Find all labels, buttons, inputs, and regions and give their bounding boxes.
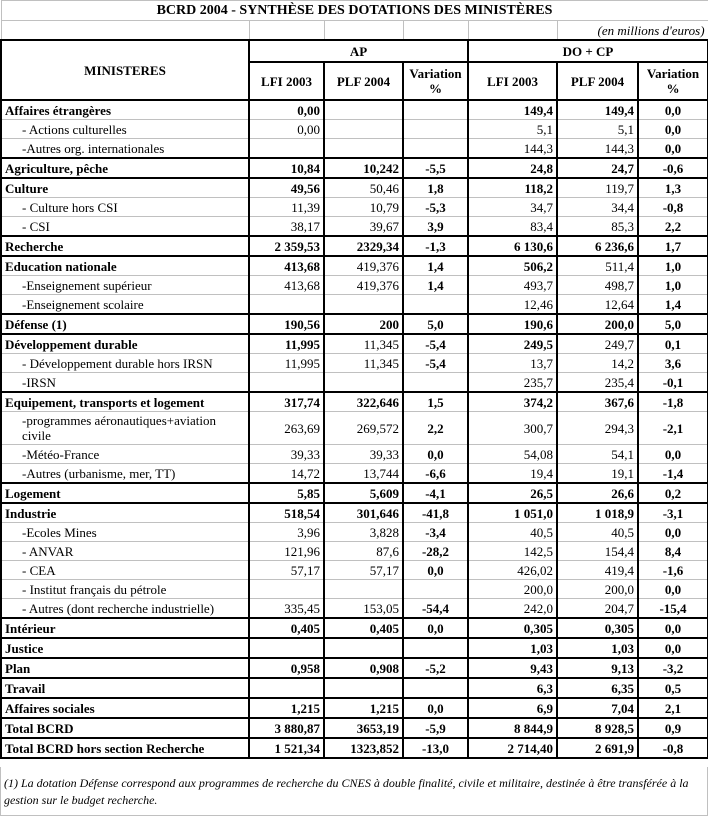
cell-ap-lfi: 39,33 <box>249 445 324 464</box>
cell-docp-lfi: 83,4 <box>468 217 557 237</box>
cell-ap-lfi: 0,00 <box>249 100 324 120</box>
table-row <box>1 100 708 120</box>
table-row <box>1 580 708 599</box>
cell-ap-lfi <box>249 295 324 315</box>
cell-docp-plf: 2 691,9 <box>557 738 638 758</box>
cell-ap-variation <box>403 295 468 315</box>
cell-docp-variation: 0,0 <box>638 523 708 542</box>
cell-ap-variation <box>403 120 468 139</box>
cell-docp-plf: 85,3 <box>557 217 638 237</box>
cell-ap-variation <box>403 100 468 120</box>
cell-ap-plf: 153,05 <box>324 599 403 619</box>
cell-ap-lfi: 121,96 <box>249 542 324 561</box>
row-label: - Développement durable hors IRSN <box>1 354 249 373</box>
cell-docp-lfi: 300,7 <box>468 412 557 445</box>
row-label: Travail <box>1 678 249 698</box>
header-ap-lfi: LFI 2003 <box>249 62 324 100</box>
cell-ap-lfi <box>249 139 324 159</box>
row-label: Affaires sociales <box>1 698 249 718</box>
table-row <box>1 373 708 393</box>
cell-docp-plf: 149,4 <box>557 100 638 120</box>
header-docp-lfi: LFI 2003 <box>468 62 557 100</box>
cell-ap-lfi: 3,96 <box>249 523 324 542</box>
cell-docp-lfi: 426,02 <box>468 561 557 580</box>
row-label: Intérieur <box>1 618 249 638</box>
header-ap-plf: PLF 2004 <box>324 62 403 100</box>
cell-docp-plf: 200,0 <box>557 314 638 334</box>
table-row <box>1 198 708 217</box>
cell-docp-variation: -0,8 <box>638 738 708 758</box>
cell-ap-variation: -1,3 <box>403 236 468 256</box>
table-row <box>1 412 708 445</box>
cell-docp-variation: 1,4 <box>638 295 708 315</box>
row-label: Développement durable <box>1 334 249 354</box>
cell-docp-variation: 0,0 <box>638 618 708 638</box>
cell-ap-variation: -5,9 <box>403 718 468 738</box>
cell-ap-plf: 0,908 <box>324 658 403 678</box>
cell-ap-variation: -6,6 <box>403 464 468 484</box>
table-row <box>1 658 708 678</box>
cell-docp-plf: 249,7 <box>557 334 638 354</box>
cell-ap-lfi: 335,45 <box>249 599 324 619</box>
cell-docp-lfi: 26,5 <box>468 483 557 503</box>
cell-ap-plf: 11,345 <box>324 334 403 354</box>
cell-ap-lfi: 5,85 <box>249 483 324 503</box>
cell-docp-plf: 6 236,6 <box>557 236 638 256</box>
cell-ap-variation: 0,0 <box>403 561 468 580</box>
cell-docp-lfi: 54,08 <box>468 445 557 464</box>
cell-ap-variation: -5,4 <box>403 354 468 373</box>
cell-docp-lfi: 13,7 <box>468 354 557 373</box>
table-row <box>1 618 708 638</box>
cell-docp-variation: -1,8 <box>638 392 708 412</box>
cell-ap-lfi: 1 521,34 <box>249 738 324 758</box>
cell-docp-plf: 5,1 <box>557 120 638 139</box>
table-row <box>1 314 708 334</box>
cell-docp-variation: -1,6 <box>638 561 708 580</box>
cell-ap-lfi <box>249 678 324 698</box>
cell-ap-plf: 13,744 <box>324 464 403 484</box>
cell-ap-plf: 3,828 <box>324 523 403 542</box>
cell-ap-variation: -5,4 <box>403 334 468 354</box>
cell-ap-plf: 10,79 <box>324 198 403 217</box>
cell-ap-lfi: 413,68 <box>249 256 324 276</box>
cell-docp-lfi: 149,4 <box>468 100 557 120</box>
row-label: -programmes aéronautiques+aviation civile <box>1 412 249 445</box>
cell-ap-plf: 2329,34 <box>324 236 403 256</box>
cell-ap-lfi: 38,17 <box>249 217 324 237</box>
row-label: - Institut français du pétrole <box>1 580 249 599</box>
cell-ap-plf: 200 <box>324 314 403 334</box>
cell-ap-plf <box>324 295 403 315</box>
table-row <box>1 464 708 484</box>
cell-docp-lfi: 374,2 <box>468 392 557 412</box>
table-row <box>1 139 708 159</box>
cell-docp-lfi: 506,2 <box>468 256 557 276</box>
row-label: Total BCRD <box>1 718 249 738</box>
table-row <box>1 392 708 412</box>
cell-ap-plf <box>324 100 403 120</box>
cell-docp-variation: 0,0 <box>638 100 708 120</box>
cell-ap-plf: 1323,852 <box>324 738 403 758</box>
cell-ap-lfi: 1,215 <box>249 698 324 718</box>
cell-docp-lfi: 19,4 <box>468 464 557 484</box>
cell-ap-variation: -5,3 <box>403 198 468 217</box>
cell-docp-variation: 0,0 <box>638 139 708 159</box>
cell-docp-lfi: 6,9 <box>468 698 557 718</box>
table-row <box>1 542 708 561</box>
cell-docp-lfi: 34,7 <box>468 198 557 217</box>
row-label: -Enseignement scolaire <box>1 295 249 315</box>
cell-docp-lfi: 1 051,0 <box>468 503 557 523</box>
row-label: Affaires étrangères <box>1 100 249 120</box>
header-docp-variation: Variation % <box>638 62 708 100</box>
row-label: - Autres (dont recherche industrielle) <box>1 599 249 619</box>
cell-ap-plf: 11,345 <box>324 354 403 373</box>
cell-docp-plf: 294,3 <box>557 412 638 445</box>
cell-ap-variation: -4,1 <box>403 483 468 503</box>
table-row <box>1 698 708 718</box>
cell-docp-lfi: 144,3 <box>468 139 557 159</box>
cell-ap-plf <box>324 373 403 393</box>
cell-docp-lfi: 12,46 <box>468 295 557 315</box>
units-note: (en millions d'euros) <box>557 21 708 41</box>
cell-ap-variation: -5,2 <box>403 658 468 678</box>
cell-docp-lfi: 200,0 <box>468 580 557 599</box>
cell-ap-variation: 1,4 <box>403 276 468 295</box>
cell-ap-variation: 0,0 <box>403 618 468 638</box>
cell-docp-lfi: 24,8 <box>468 158 557 178</box>
cell-ap-lfi: 0,00 <box>249 120 324 139</box>
cell-ap-plf <box>324 638 403 658</box>
cell-docp-plf: 1 018,9 <box>557 503 638 523</box>
table-row <box>1 158 708 178</box>
cell-docp-plf: 419,4 <box>557 561 638 580</box>
cell-ap-plf: 5,609 <box>324 483 403 503</box>
cell-docp-variation: 1,0 <box>638 276 708 295</box>
table-row <box>1 276 708 295</box>
row-label: Industrie <box>1 503 249 523</box>
cell-ap-lfi <box>249 580 324 599</box>
cell-ap-variation: 1,4 <box>403 256 468 276</box>
cell-ap-lfi: 190,56 <box>249 314 324 334</box>
row-label: - CSI <box>1 217 249 237</box>
cell-ap-plf: 269,572 <box>324 412 403 445</box>
row-label: - Culture hors CSI <box>1 198 249 217</box>
cell-ap-lfi: 57,17 <box>249 561 324 580</box>
table-row <box>1 678 708 698</box>
row-label: Défense (1) <box>1 314 249 334</box>
cell-docp-plf: 204,7 <box>557 599 638 619</box>
cell-docp-lfi: 118,2 <box>468 178 557 198</box>
cell-ap-lfi: 0,958 <box>249 658 324 678</box>
cell-docp-lfi: 142,5 <box>468 542 557 561</box>
cell-docp-plf: 498,7 <box>557 276 638 295</box>
cell-docp-plf: 144,3 <box>557 139 638 159</box>
cell-docp-plf: 24,7 <box>557 158 638 178</box>
cell-docp-lfi: 190,6 <box>468 314 557 334</box>
cell-ap-lfi: 49,56 <box>249 178 324 198</box>
cell-docp-variation: -0,6 <box>638 158 708 178</box>
cell-ap-plf: 322,646 <box>324 392 403 412</box>
row-label: Recherche <box>1 236 249 256</box>
row-label: Plan <box>1 658 249 678</box>
cell-ap-lfi: 14,72 <box>249 464 324 484</box>
cell-docp-lfi: 235,7 <box>468 373 557 393</box>
cell-docp-lfi: 2 714,40 <box>468 738 557 758</box>
cell-ap-plf <box>324 678 403 698</box>
cell-ap-lfi: 3 880,87 <box>249 718 324 738</box>
cell-ap-variation <box>403 373 468 393</box>
cell-docp-variation: 0,0 <box>638 120 708 139</box>
cell-ap-plf: 419,376 <box>324 256 403 276</box>
cell-ap-plf: 87,6 <box>324 542 403 561</box>
cell-docp-variation: 1,7 <box>638 236 708 256</box>
table-row <box>1 638 708 658</box>
table-row <box>1 523 708 542</box>
cell-ap-plf: 301,646 <box>324 503 403 523</box>
table-title: BCRD 2004 - SYNTHÈSE DES DOTATIONS DES MINISTÈRES <box>1 1 708 21</box>
row-label: -Autres org. internationales <box>1 139 249 159</box>
row-label: - Actions culturelles <box>1 120 249 139</box>
cell-docp-plf: 1,03 <box>557 638 638 658</box>
cell-docp-plf: 26,6 <box>557 483 638 503</box>
cell-ap-plf: 0,405 <box>324 618 403 638</box>
cell-docp-lfi: 493,7 <box>468 276 557 295</box>
cell-docp-plf: 54,1 <box>557 445 638 464</box>
footnote: (1) La dotation Défense correspond aux programmes de recherche du CNES à double finalité, civile et militaire, destinée à être transférée à la gestion sur le budget recherche. <box>0 767 708 816</box>
cell-ap-plf: 3653,19 <box>324 718 403 738</box>
cell-ap-plf: 1,215 <box>324 698 403 718</box>
row-label: -Ecoles Mines <box>1 523 249 542</box>
row-label: -IRSN <box>1 373 249 393</box>
row-label: -Autres (urbanisme, mer, TT) <box>1 464 249 484</box>
cell-ap-variation: 0,0 <box>403 698 468 718</box>
cell-ap-lfi: 263,69 <box>249 412 324 445</box>
cell-ap-variation <box>403 638 468 658</box>
table-row <box>1 738 708 758</box>
row-label: Total BCRD hors section Recherche <box>1 738 249 758</box>
cell-docp-lfi: 9,43 <box>468 658 557 678</box>
table-row <box>1 295 708 315</box>
cell-docp-lfi: 249,5 <box>468 334 557 354</box>
cell-docp-plf: 19,1 <box>557 464 638 484</box>
cell-ap-plf: 419,376 <box>324 276 403 295</box>
row-label: - CEA <box>1 561 249 580</box>
cell-docp-variation: -0,1 <box>638 373 708 393</box>
table-row <box>1 256 708 276</box>
cell-docp-variation: 0,9 <box>638 718 708 738</box>
cell-ap-lfi: 413,68 <box>249 276 324 295</box>
cell-docp-variation: -3,1 <box>638 503 708 523</box>
cell-docp-lfi: 0,305 <box>468 618 557 638</box>
cell-docp-variation: -15,4 <box>638 599 708 619</box>
cell-ap-lfi: 518,54 <box>249 503 324 523</box>
cell-docp-plf: 12,64 <box>557 295 638 315</box>
row-label: - ANVAR <box>1 542 249 561</box>
cell-docp-plf: 9,13 <box>557 658 638 678</box>
header-docp-plf: PLF 2004 <box>557 62 638 100</box>
cell-ap-lfi: 11,995 <box>249 334 324 354</box>
table-row <box>1 354 708 373</box>
cell-docp-variation: -3,2 <box>638 658 708 678</box>
table-row <box>1 503 708 523</box>
cell-docp-variation: 0,0 <box>638 638 708 658</box>
table-row <box>1 334 708 354</box>
cell-ap-lfi: 317,74 <box>249 392 324 412</box>
table-row <box>1 718 708 738</box>
cell-docp-lfi: 242,0 <box>468 599 557 619</box>
cell-docp-variation: 8,4 <box>638 542 708 561</box>
cell-ap-plf: 10,242 <box>324 158 403 178</box>
cell-docp-lfi: 8 844,9 <box>468 718 557 738</box>
table-row <box>1 178 708 198</box>
header-ministeres: MINISTERES <box>1 40 249 100</box>
table-row <box>1 483 708 503</box>
row-label: -Météo-France <box>1 445 249 464</box>
cell-ap-lfi: 2 359,53 <box>249 236 324 256</box>
row-label: Justice <box>1 638 249 658</box>
cell-docp-variation: 2,2 <box>638 217 708 237</box>
cell-docp-plf: 8 928,5 <box>557 718 638 738</box>
table-row <box>1 236 708 256</box>
cell-docp-lfi: 5,1 <box>468 120 557 139</box>
cell-docp-plf: 200,0 <box>557 580 638 599</box>
table-row <box>1 445 708 464</box>
cell-docp-plf: 14,2 <box>557 354 638 373</box>
table-row <box>1 561 708 580</box>
cell-docp-plf: 34,4 <box>557 198 638 217</box>
cell-docp-lfi: 40,5 <box>468 523 557 542</box>
cell-ap-variation <box>403 678 468 698</box>
cell-docp-variation: 3,6 <box>638 354 708 373</box>
cell-ap-variation: 2,2 <box>403 412 468 445</box>
cell-ap-variation: 5,0 <box>403 314 468 334</box>
cell-ap-variation: 1,8 <box>403 178 468 198</box>
header-ap-variation: Variation % <box>403 62 468 100</box>
cell-docp-plf: 367,6 <box>557 392 638 412</box>
cell-docp-variation: 0,1 <box>638 334 708 354</box>
cell-ap-plf <box>324 120 403 139</box>
row-label: Equipement, transports et logement <box>1 392 249 412</box>
row-label: Culture <box>1 178 249 198</box>
row-label: -Enseignement supérieur <box>1 276 249 295</box>
table-row <box>1 120 708 139</box>
cell-docp-variation: 0,0 <box>638 445 708 464</box>
cell-ap-plf: 39,67 <box>324 217 403 237</box>
header-docp: DO + CP <box>468 40 708 62</box>
cell-ap-lfi: 11,995 <box>249 354 324 373</box>
table-row <box>1 217 708 237</box>
cell-ap-lfi: 11,39 <box>249 198 324 217</box>
cell-docp-variation: -2,1 <box>638 412 708 445</box>
cell-docp-variation: -0,8 <box>638 198 708 217</box>
cell-docp-lfi: 6 130,6 <box>468 236 557 256</box>
cell-ap-lfi <box>249 638 324 658</box>
cell-docp-variation: 1,3 <box>638 178 708 198</box>
cell-ap-variation: -28,2 <box>403 542 468 561</box>
cell-docp-lfi: 1,03 <box>468 638 557 658</box>
cell-ap-variation <box>403 139 468 159</box>
cell-docp-plf: 119,7 <box>557 178 638 198</box>
cell-ap-variation: 3,9 <box>403 217 468 237</box>
table-row <box>1 599 708 619</box>
cell-docp-plf: 6,35 <box>557 678 638 698</box>
cell-ap-plf: 39,33 <box>324 445 403 464</box>
cell-docp-variation: 1,0 <box>638 256 708 276</box>
cell-docp-plf: 0,305 <box>557 618 638 638</box>
cell-ap-variation <box>403 580 468 599</box>
cell-docp-variation: 0,2 <box>638 483 708 503</box>
cell-ap-lfi <box>249 373 324 393</box>
cell-ap-variation: -5,5 <box>403 158 468 178</box>
cell-docp-lfi: 6,3 <box>468 678 557 698</box>
cell-docp-variation: 5,0 <box>638 314 708 334</box>
cell-ap-lfi: 0,405 <box>249 618 324 638</box>
cell-ap-plf: 57,17 <box>324 561 403 580</box>
cell-docp-plf: 7,04 <box>557 698 638 718</box>
cell-docp-plf: 154,4 <box>557 542 638 561</box>
cell-ap-plf <box>324 139 403 159</box>
row-label: Logement <box>1 483 249 503</box>
row-label: Education nationale <box>1 256 249 276</box>
cell-docp-variation: 0,0 <box>638 580 708 599</box>
cell-ap-plf <box>324 580 403 599</box>
cell-ap-variation: -13,0 <box>403 738 468 758</box>
cell-docp-variation: -1,4 <box>638 464 708 484</box>
cell-docp-variation: 2,1 <box>638 698 708 718</box>
cell-docp-plf: 40,5 <box>557 523 638 542</box>
cell-docp-variation: 0,5 <box>638 678 708 698</box>
cell-ap-lfi: 10,84 <box>249 158 324 178</box>
header-ap: AP <box>249 40 468 62</box>
cell-ap-plf: 50,46 <box>324 178 403 198</box>
cell-ap-variation: -41,8 <box>403 503 468 523</box>
cell-ap-variation: -3,4 <box>403 523 468 542</box>
cell-ap-variation: -54,4 <box>403 599 468 619</box>
row-label: Agriculture, pêche <box>1 158 249 178</box>
cell-ap-variation: 0,0 <box>403 445 468 464</box>
cell-docp-plf: 235,4 <box>557 373 638 393</box>
cell-ap-variation: 1,5 <box>403 392 468 412</box>
cell-docp-plf: 511,4 <box>557 256 638 276</box>
